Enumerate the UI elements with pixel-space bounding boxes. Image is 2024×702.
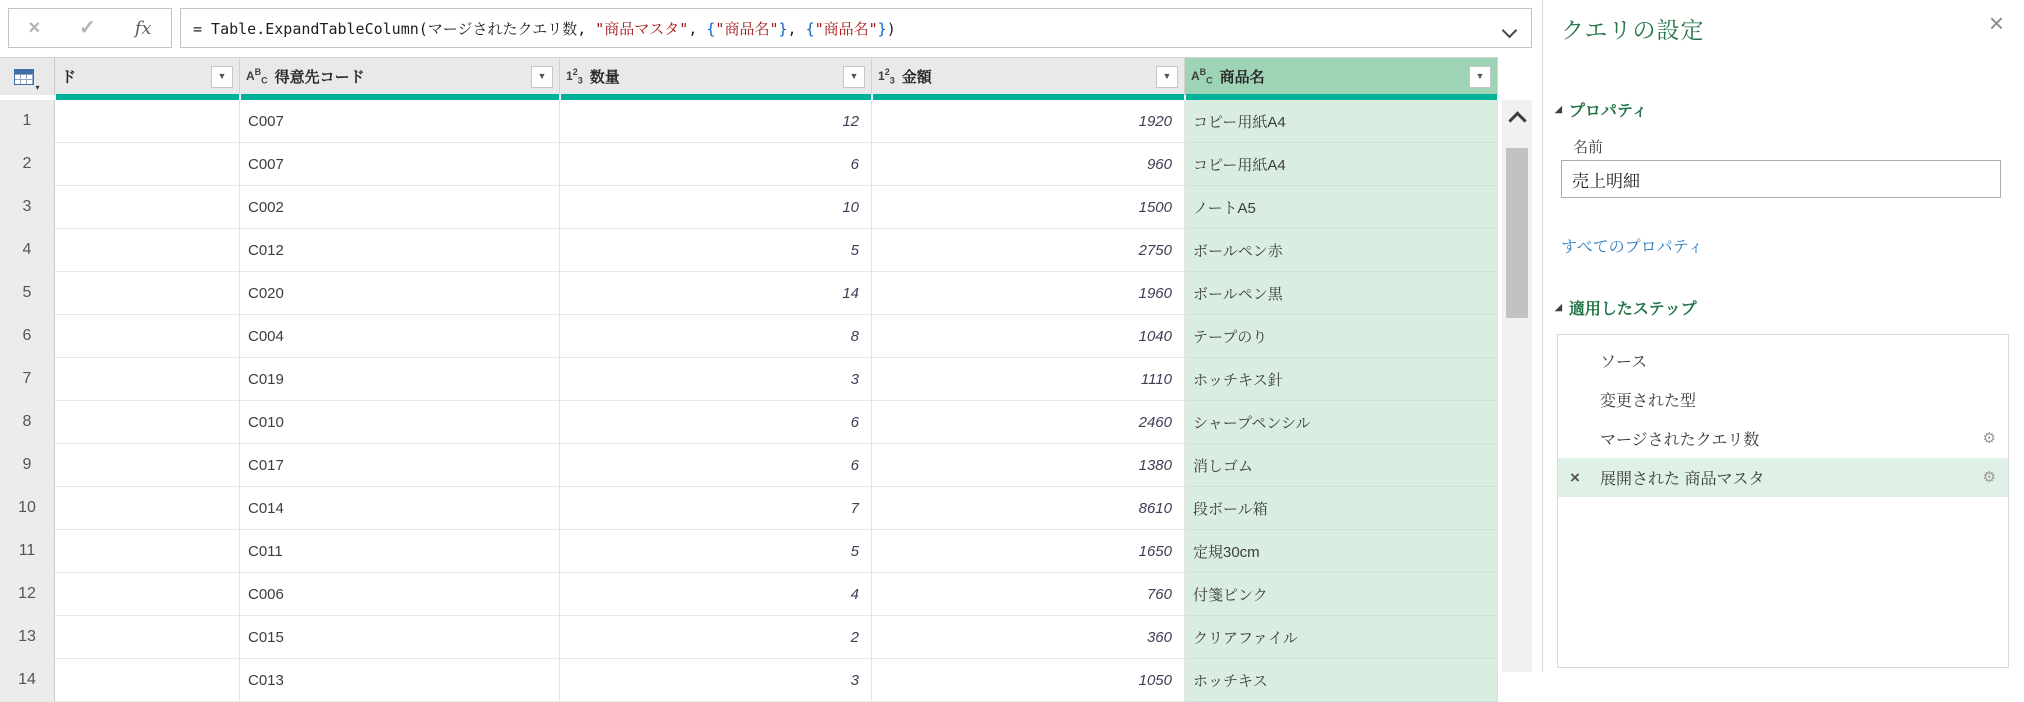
table-menu-button[interactable] (0, 58, 55, 95)
formula-token: "商品マスタ" (595, 19, 689, 38)
cell-id[interactable] (55, 659, 240, 702)
step-label: マージされたクエリ数 (1600, 432, 1760, 449)
panel-title: クエリの設定 (1561, 17, 1705, 43)
filter-dropdown-button[interactable] (211, 66, 233, 88)
cell-product-name[interactable]: ホッチキス (1185, 659, 1498, 702)
cell-quantity[interactable]: 8 (560, 315, 872, 358)
chevron-down-icon: ▼ (1162, 71, 1172, 81)
table-row (0, 229, 1498, 272)
formula-token: } (877, 19, 887, 38)
applied-steps-heading-label: 適用したステップ (1568, 301, 1697, 318)
cell-customer-code[interactable]: C020 (240, 272, 560, 315)
formula-input[interactable] (180, 8, 1532, 48)
table-row (0, 573, 1498, 616)
applied-step[interactable] (1558, 458, 2008, 497)
chevron-down-icon: ▼ (1475, 71, 1485, 81)
cell-quantity[interactable]: 5 (560, 530, 872, 573)
cell-amount[interactable]: 8610 (872, 487, 1185, 530)
formula-token: "商品名" (715, 19, 779, 38)
cell-id[interactable] (55, 272, 240, 315)
filter-dropdown-button[interactable] (843, 66, 865, 88)
cell-customer-code[interactable]: C012 (240, 229, 560, 272)
applied-step[interactable] (1558, 341, 2008, 380)
cancel-formula-button[interactable]: × (28, 17, 41, 39)
cell-amount[interactable]: 1380 (872, 444, 1185, 487)
formula-token: { (805, 19, 815, 38)
cell-amount[interactable]: 1110 (872, 358, 1185, 401)
scroll-up-arrow-icon[interactable] (1508, 111, 1526, 129)
expander-icon: ◢ (1555, 104, 1562, 114)
cell-product-name[interactable]: ホッチキス針 (1185, 358, 1498, 401)
cell-quantity[interactable]: 10 (560, 186, 872, 229)
table-body (0, 100, 1498, 690)
column-header-label: 金額 (901, 69, 932, 86)
formula-token: "商品名" (814, 19, 878, 38)
applied-steps-section-header[interactable] (1555, 296, 1697, 319)
filter-dropdown-button[interactable] (1469, 66, 1491, 88)
cell-amount[interactable]: 1050 (872, 659, 1185, 702)
cell-quantity[interactable]: 5 (560, 229, 872, 272)
column-type-icon: $A^B_C$ (246, 67, 268, 86)
column-type-icon: $1^2_3$ (878, 67, 895, 86)
cell-id[interactable] (55, 229, 240, 272)
gear-icon[interactable]: ⚙ (1982, 469, 1996, 486)
cell-product-name[interactable]: コピー用紙A4 (1185, 143, 1498, 186)
cell-quantity[interactable]: 4 (560, 573, 872, 616)
row-number: 8 (0, 401, 55, 444)
data-grid (0, 57, 1498, 690)
table-row (0, 143, 1498, 186)
formula-expand-chevron-icon[interactable] (1502, 23, 1518, 39)
cell-quantity[interactable]: 6 (560, 444, 872, 487)
all-properties-link[interactable]: すべてのプロパティ (1561, 239, 1704, 256)
table-row (0, 616, 1498, 659)
column-header-label: 数量 (589, 69, 620, 86)
gear-icon[interactable]: ⚙ (1982, 430, 1996, 447)
cell-customer-code[interactable]: C006 (240, 573, 560, 616)
column-header-label: ド (61, 69, 77, 86)
column-header-5[interactable] (1185, 58, 1498, 95)
chevron-down-icon: ▼ (537, 71, 547, 81)
cell-customer-code[interactable]: C015 (240, 616, 560, 659)
cell-product-name[interactable]: ノートA5 (1185, 186, 1498, 229)
column-type-icon: $1^2_3$ (566, 67, 583, 86)
cell-quantity[interactable]: 14 (560, 272, 872, 315)
cell-product-name[interactable]: クリアファイル (1185, 616, 1498, 659)
cell-customer-code[interactable]: C010 (240, 401, 560, 444)
row-number: 10 (0, 487, 55, 530)
table-row (0, 659, 1498, 702)
commit-formula-button[interactable]: ✓ (79, 17, 96, 39)
cell-id[interactable] (55, 401, 240, 444)
table-row (0, 272, 1498, 315)
row-number: 14 (0, 659, 55, 702)
column-header-2[interactable] (240, 58, 560, 95)
cell-quantity[interactable]: 12 (560, 100, 872, 143)
column-header-label: 得意先コード (274, 69, 365, 86)
row-number: 1 (0, 100, 55, 143)
cell-product-name[interactable]: ボールペン赤 (1185, 229, 1498, 272)
fx-icon: fx (134, 17, 152, 39)
cell-id[interactable] (55, 358, 240, 401)
row-number: 7 (0, 358, 55, 401)
cell-customer-code[interactable]: C013 (240, 659, 560, 702)
cell-amount[interactable]: 360 (872, 616, 1185, 659)
cell-customer-code[interactable]: C007 (240, 100, 560, 143)
applied-step[interactable] (1558, 419, 2008, 458)
cell-customer-code[interactable]: C004 (240, 315, 560, 358)
scrollbar-thumb[interactable] (1506, 148, 1528, 318)
row-number: 4 (0, 229, 55, 272)
row-number: 2 (0, 143, 55, 186)
cell-product-name[interactable]: テープのり (1185, 315, 1498, 358)
cell-id[interactable] (55, 186, 240, 229)
table-row (0, 401, 1498, 444)
applied-step[interactable] (1558, 380, 2008, 419)
formula-text (193, 18, 896, 39)
cell-product-name[interactable]: コピー用紙A4 (1185, 100, 1498, 143)
cell-customer-code[interactable]: C014 (240, 487, 560, 530)
cell-amount[interactable]: 2750 (872, 229, 1185, 272)
formula-toolbar (8, 8, 172, 48)
cell-id[interactable] (55, 315, 240, 358)
cell-customer-code[interactable]: C007 (240, 143, 560, 186)
cell-amount[interactable]: 1920 (872, 100, 1185, 143)
row-number: 9 (0, 444, 55, 487)
formula-token: , (688, 19, 707, 38)
cell-customer-code[interactable]: C017 (240, 444, 560, 487)
filter-dropdown-button[interactable] (1156, 66, 1178, 88)
row-number: 6 (0, 315, 55, 358)
cell-quantity[interactable]: 6 (560, 143, 872, 186)
vertical-scrollbar[interactable] (1502, 100, 1532, 672)
query-name-input[interactable] (1561, 160, 2001, 198)
cell-product-name[interactable]: 消しゴム (1185, 444, 1498, 487)
formula-token: = Table.ExpandTableColumn(マージされたクエリ数, (193, 19, 596, 38)
cell-amount[interactable]: 1040 (872, 315, 1185, 358)
step-label: 展開された 商品マスタ (1600, 471, 1765, 488)
cell-product-name[interactable]: シャープペンシル (1185, 401, 1498, 444)
column-header-4[interactable] (872, 58, 1185, 95)
chevron-down-icon: ▼ (849, 71, 859, 81)
applied-steps-list (1557, 334, 2009, 668)
properties-heading-label: プロパティ (1568, 103, 1648, 120)
cell-id[interactable] (55, 444, 240, 487)
name-label: 名前 (1573, 139, 1604, 156)
formula-token: , (787, 19, 806, 38)
cell-id[interactable] (55, 616, 240, 659)
cell-quantity[interactable]: 7 (560, 487, 872, 530)
header-row (0, 57, 1498, 94)
cell-amount[interactable]: 1650 (872, 530, 1185, 573)
cell-quantity[interactable]: 6 (560, 401, 872, 444)
table-row (0, 487, 1498, 530)
cell-id[interactable] (55, 100, 240, 143)
table-row (0, 444, 1498, 487)
chevron-down-icon: ▼ (217, 71, 227, 81)
column-header-1[interactable] (55, 58, 240, 95)
step-label: ソース (1600, 354, 1648, 371)
cell-product-name[interactable]: 付箋ピンク (1185, 573, 1498, 616)
step-label: 変更された型 (1600, 393, 1697, 410)
formula-token: { (706, 19, 716, 38)
cell-id[interactable] (55, 530, 240, 573)
cell-customer-code[interactable]: C002 (240, 186, 560, 229)
table-row (0, 530, 1498, 573)
table-row (0, 315, 1498, 358)
cell-customer-code[interactable]: C011 (240, 530, 560, 573)
close-panel-icon[interactable]: × (1988, 8, 2004, 38)
cell-amount[interactable]: 960 (872, 143, 1185, 186)
cell-quantity[interactable]: 3 (560, 358, 872, 401)
row-number: 12 (0, 573, 55, 616)
column-header-3[interactable] (560, 58, 872, 95)
cell-amount[interactable]: 1500 (872, 186, 1185, 229)
cell-amount[interactable]: 760 (872, 573, 1185, 616)
properties-section-header[interactable] (1555, 98, 1648, 121)
formula-token: } (778, 19, 788, 38)
row-number: 3 (0, 186, 55, 229)
table-menu-chevron-icon: ▾ (35, 83, 40, 92)
row-number: 13 (0, 616, 55, 659)
cell-id[interactable] (55, 143, 240, 186)
column-type-icon: $A^B_C$ (1191, 67, 1213, 86)
table-row (0, 100, 1498, 143)
cell-product-name[interactable]: 定規30cm (1185, 530, 1498, 573)
cell-product-name[interactable]: 段ボール箱 (1185, 487, 1498, 530)
row-number: 11 (0, 530, 55, 573)
column-header-label: 商品名 (1219, 69, 1265, 86)
cell-id[interactable] (55, 573, 240, 616)
filter-dropdown-button[interactable] (531, 66, 553, 88)
table-row (0, 358, 1498, 401)
cell-quantity[interactable]: 2 (560, 616, 872, 659)
delete-step-icon[interactable]: × (1570, 468, 1580, 487)
table-row (0, 186, 1498, 229)
table-icon (14, 69, 34, 85)
query-settings-panel (1542, 0, 2024, 672)
cell-quantity[interactable]: 3 (560, 659, 872, 702)
cell-customer-code[interactable]: C019 (240, 358, 560, 401)
cell-product-name[interactable]: ボールペン黒 (1185, 272, 1498, 315)
formula-token: ) (886, 19, 896, 38)
cell-id[interactable] (55, 487, 240, 530)
cell-amount[interactable]: 2460 (872, 401, 1185, 444)
row-number: 5 (0, 272, 55, 315)
cell-amount[interactable]: 1960 (872, 272, 1185, 315)
expander-icon: ◢ (1555, 302, 1562, 312)
